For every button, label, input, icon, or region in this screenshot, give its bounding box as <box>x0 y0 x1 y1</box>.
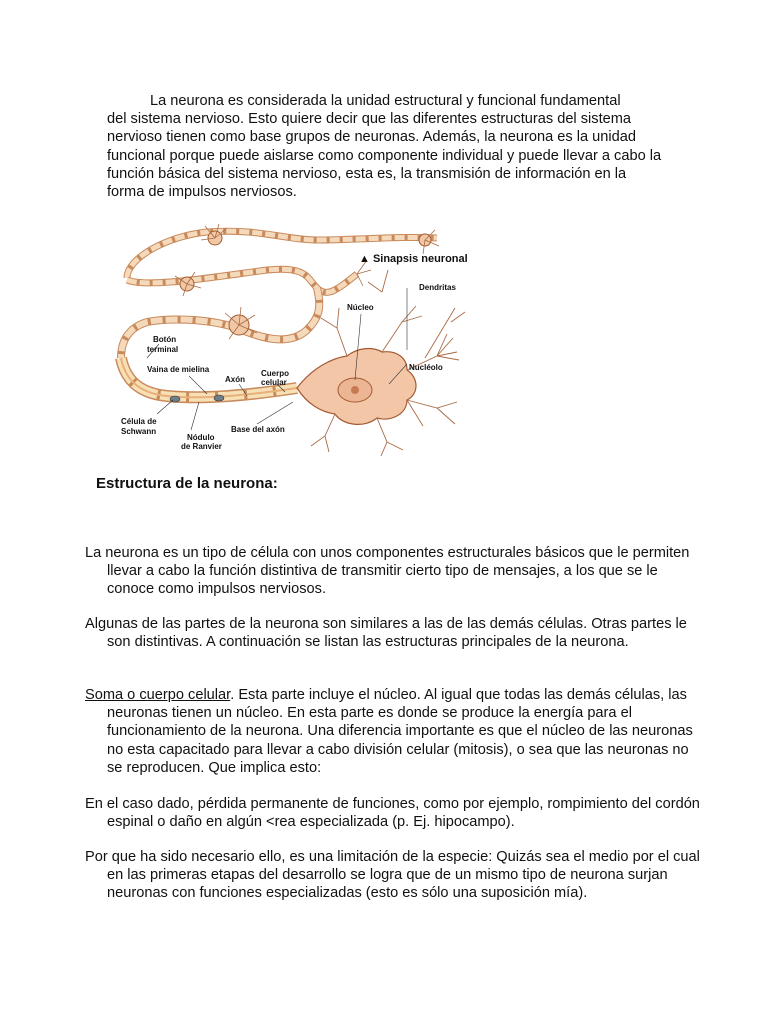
neuron-illustration <box>107 218 490 458</box>
label-cuerpo-1: Cuerpo <box>261 369 289 378</box>
label-nodulo-2: de Ranvier <box>181 442 222 451</box>
neuron-diagram <box>107 218 490 458</box>
term-soma: Soma o cuerpo celular <box>85 687 231 703</box>
paragraph-2: Algunas de las partes de la neurona son similares a las de las demás células. Otras partes le son distintivas. A continuación se listan las estructuras principales de la neurona. <box>85 616 687 651</box>
label-cuerpo-2: celular <box>261 378 287 387</box>
intro-paragraph <box>107 92 667 201</box>
paragraph-3 <box>85 686 707 777</box>
label-boton-1: Botón <box>153 335 177 344</box>
label-nodulo-1: Nódulo <box>187 433 215 442</box>
label-vaina: Vaina de mielina <box>147 365 210 374</box>
label-axon: Axón <box>225 375 245 384</box>
section-heading: Estructura de la neurona: <box>96 475 278 492</box>
paragraph-5: Por que ha sido necesario ello, es una limitación de la especie: Quizás sea el medio por el cual en las primeras etapas del desarrollo se logra que de un mismo tipo de neurona surjan neuronas con funciones especializadas (esto es sólo una suposición mía). <box>85 849 700 902</box>
label-sinapsis: ▲ Sinapsis neuronal <box>359 253 468 265</box>
label-celula-1: Célula de <box>121 417 157 426</box>
label-base-axon: Base del axón <box>231 425 285 434</box>
label-nucleo: Núcleo <box>347 303 374 312</box>
label-boton-2: terminal <box>147 345 179 354</box>
paragraph-3-text: . Esta parte incluye el núcleo. Al igual que todas las demás células, las neuronas tienen un núcleo. En esta parte es donde se produce la energía para el funcionamiento de la neurona. Una diferencia importante es que el núcleo de las neuronas no esta capacitado para llevar a cabo división celular (mitosis), o sea que las neuronas no se reproducen. Que implica esto: <box>107 687 693 776</box>
label-dendritas: Dendritas <box>419 283 456 292</box>
label-celula-2: Schwann <box>121 427 157 436</box>
paragraph-1: La neurona es un tipo de célula con unos componentes estructurales básicos que le permiten llevar a cabo la función distintiva de transmitir cierto tipo de mensajes, a los que se le conoce como impulsos nerviosos. <box>85 545 690 598</box>
label-nucleolo: Nucléolo <box>409 363 443 372</box>
intro-rest: del sistema nervioso. Esto quiere decir que las diferentes estructuras del sistema nervioso tienen como base grupos de neuronas. Además, la neurona es la unidad funcional porque puede aislarse como componente individual y puede llevar a cabo la función básica del sistema nervioso, esta es, la transmisión de información en la forma de impulsos nerviosos. <box>107 111 662 201</box>
intro-first-line: La neurona es considerada la unidad estructural y funcional fundamental <box>150 93 621 109</box>
paragraph-4: En el caso dado, pérdida permanente de funciones, como por ejemplo, rompimiento del cordón espinal o daño en algún <rea especializada (p. Ej. hipocampo). <box>85 796 700 831</box>
